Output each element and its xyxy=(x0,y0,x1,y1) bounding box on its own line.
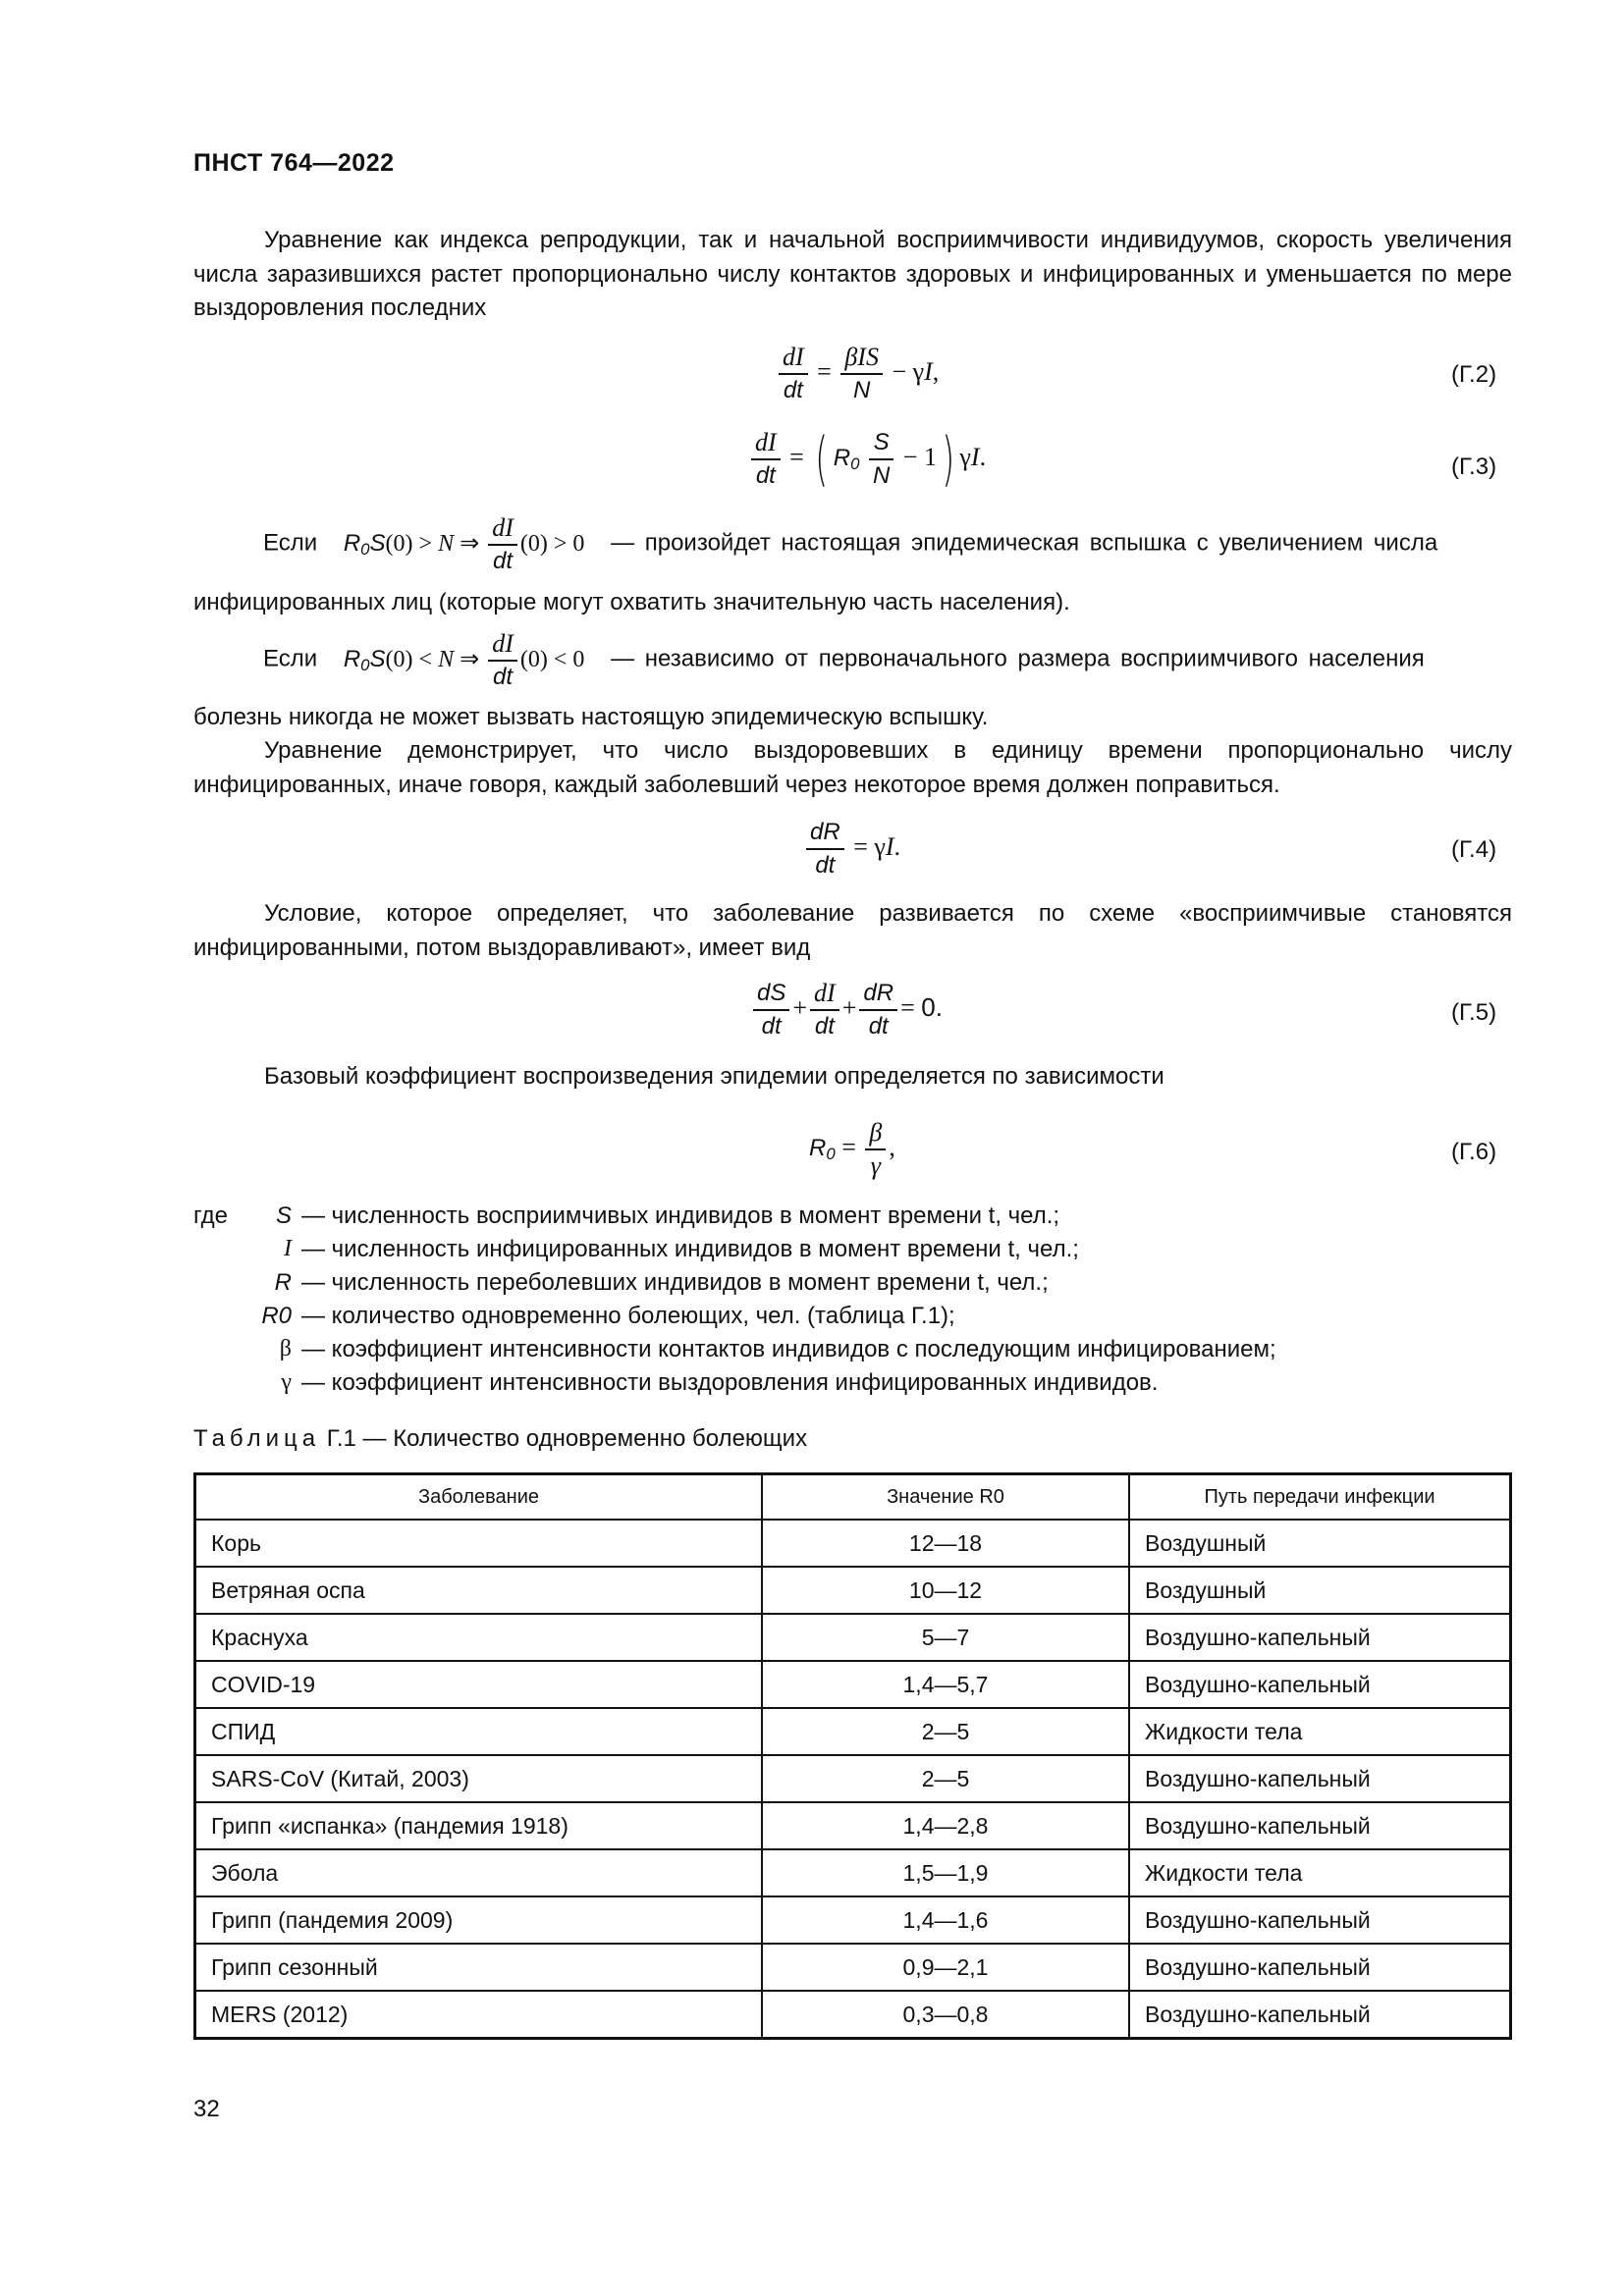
condition-1: Если $R_0S(0) > N$ ⇒ $\frac{dI}{dt}$ (0) > 0 — произойдет настоящая эпидемическая вспышка с увеличением числа xyxy=(263,512,1437,577)
table-header-cell: Значение R0 xyxy=(762,1474,1129,1521)
paragraph-2-text: Уравнение демонстрирует, что число выздоровевших в единицу времени пропорционально числу инфицированных, иначе говоря, каждый заболевший через некоторое время должен поправиться. xyxy=(193,737,1512,798)
fraction: $\frac{\text{βIS}}{N}$ xyxy=(840,342,883,406)
equation-g4: $\frac{dR}{dt}$ = γI. xyxy=(803,817,900,881)
equation-number-g6: (Г.6) xyxy=(1451,1139,1497,1165)
table-row xyxy=(195,1802,1511,1849)
r0-table xyxy=(193,1472,1512,2040)
table-row xyxy=(195,1567,1511,1614)
transmission-cell: Воздушно-капельный xyxy=(1129,1896,1511,1944)
r0-cell: 0,3—0,8 xyxy=(762,1991,1129,2039)
r0-cell: 10—12 xyxy=(762,1567,1129,1614)
transmission-cell: Воздушно-капельный xyxy=(1129,1802,1511,1849)
paragraph-4-text: Базовый коэффициент воспроизведения эпидемии определяется по зависимости xyxy=(264,1063,1164,1090)
table-caption-text: Г.1 — Количество одновременно болеющих xyxy=(326,1425,808,1452)
equation-g3: $\frac{dI}{dt}$ = ( $R_0$ $\frac{S}{N}$ − 1) γI. xyxy=(748,427,986,492)
fraction: $\frac{dR}{dt}$ xyxy=(806,817,844,881)
table-row xyxy=(195,1614,1511,1661)
paragraph-3 xyxy=(193,897,1512,965)
table-row xyxy=(195,1755,1511,1802)
disease-cell: MERS (2012) xyxy=(195,1991,763,2039)
fraction: $\frac{dI}{dt}$ xyxy=(810,978,839,1042)
equation-g5: $\frac{dS}{dt}$ + $\frac{dI}{dt}$ + $\frac{dR}{dt}$ = 0. xyxy=(750,978,943,1042)
condition-1-prefix: Если xyxy=(263,529,318,557)
transmission-cell: Воздушно-капельный xyxy=(1129,1755,1511,1802)
condition-2-suffix: — независимо от первоначального размера восприимчивого населения xyxy=(611,645,1425,672)
condition-2-continuation: болезнь никогда не может вызвать настоящую эпидемическую вспышку. xyxy=(193,704,989,730)
equation-number-g2: (Г.2) xyxy=(1451,361,1497,388)
table-row xyxy=(195,1849,1511,1896)
fraction: $\frac{dI}{dt}$ xyxy=(488,628,517,693)
r0-cell: 1,4—2,8 xyxy=(762,1802,1129,1849)
fraction: $\frac{dI}{dt}$ xyxy=(751,427,781,492)
equation-number-g3: (Г.3) xyxy=(1451,454,1497,480)
transmission-cell: Воздушный xyxy=(1129,1567,1511,1614)
paragraph-1 xyxy=(193,224,1512,326)
legend-prefix: где xyxy=(193,1202,229,1229)
equation-number-g5: (Г.5) xyxy=(1451,999,1497,1026)
table-header-row xyxy=(195,1474,1511,1521)
document-id: ПНСТ 764—2022 xyxy=(193,149,395,177)
transmission-cell: Воздушно-капельный xyxy=(1129,1661,1511,1708)
legend-symbol: β xyxy=(279,1336,292,1362)
legend-symbol: γ xyxy=(281,1369,292,1395)
r0-cell: 1,5—1,9 xyxy=(762,1849,1129,1896)
legend-text: — численность восприимчивых индивидов в момент времени t, чел.; xyxy=(301,1202,1060,1229)
table-header-cell: Заболевание xyxy=(195,1474,763,1521)
condition-1-continuation: инфицированных лиц (которые могут охватить значительную часть населения). xyxy=(193,589,1070,615)
equation-g2: $\frac{dI}{dt}$ = $\frac{\text{βIS}}{N}$ − γI, xyxy=(776,342,939,406)
legend-symbol: S xyxy=(275,1202,292,1229)
r0-cell: 5—7 xyxy=(762,1614,1129,1661)
equation-g6: $R_0$ = $\frac{\beta}{\gamma}$ , xyxy=(809,1118,895,1180)
disease-cell: Ветряная оспа xyxy=(195,1567,763,1614)
disease-cell: Краснуха xyxy=(195,1614,763,1661)
transmission-cell: Воздушно-капельный xyxy=(1129,1614,1511,1661)
transmission-cell: Воздушный xyxy=(1129,1520,1511,1567)
fraction: $\frac{dI}{dt}$ xyxy=(488,512,517,577)
transmission-cell: Жидкости тела xyxy=(1129,1708,1511,1755)
r0-cell: 2—5 xyxy=(762,1708,1129,1755)
equation-number-g4: (Г.4) xyxy=(1451,836,1497,863)
r0-cell: 0,9—2,1 xyxy=(762,1944,1129,1991)
legend-text: — численность инфицированных индивидов в момент времени t, чел.; xyxy=(301,1236,1079,1262)
symbol-legend xyxy=(193,1202,1512,1409)
transmission-cell: Воздушно-капельный xyxy=(1129,1991,1511,2039)
table-row xyxy=(195,1896,1511,1944)
table-caption-word: Таблица xyxy=(193,1425,321,1452)
legend-text: — коэффициент интенсивности выздоровления инфицированных индивидов. xyxy=(301,1369,1159,1396)
paragraph-3-text: Условие, которое определяет, что заболевание развивается по схеме «восприимчивые становятся инфицированными, потом выздоравливают», имеет вид xyxy=(193,900,1512,961)
fraction: $\frac{\beta}{\gamma}$ xyxy=(865,1117,886,1182)
r0-cell: 12—18 xyxy=(762,1520,1129,1567)
disease-cell: SARS-CoV (Китай, 2003) xyxy=(195,1755,763,1802)
transmission-cell: Воздушно-капельный xyxy=(1129,1944,1511,1991)
condition-2: Если $R_0S(0) < N$ ⇒ $\frac{dI}{dt}$ (0) < 0 — независимо от первоначального размера восприимчивого населения xyxy=(263,628,1425,693)
disease-cell: Грипп «испанка» (пандемия 1918) xyxy=(195,1802,763,1849)
legend-text: — количество одновременно болеющих, чел. (таблица Г.1); xyxy=(301,1303,955,1329)
table-row xyxy=(195,1944,1511,1991)
legend-symbol: I xyxy=(284,1236,292,1261)
paragraph-2 xyxy=(193,734,1512,802)
disease-cell: COVID-19 xyxy=(195,1661,763,1708)
legend-text: — численность переболевших индивидов в момент времени t, чел.; xyxy=(301,1269,1049,1296)
disease-cell: СПИД xyxy=(195,1708,763,1755)
paragraph-1-text: Уравнение как индекса репродукции, так и начальной восприимчивости индивидуумов, скорость увеличения числа заразившихся растет пропорционально числу контактов здоровых и инфицированных и уменьшается по мере выздоровления последних xyxy=(193,227,1512,321)
r0-cell: 1,4—1,6 xyxy=(762,1896,1129,1944)
legend-text: — коэффициент интенсивности контактов индивидов с последующим инфицированием; xyxy=(301,1336,1276,1362)
table-header-cell: Путь передачи инфекции xyxy=(1129,1474,1511,1521)
transmission-cell: Жидкости тела xyxy=(1129,1849,1511,1896)
disease-cell: Эбола xyxy=(195,1849,763,1896)
r0-cell: 2—5 xyxy=(762,1755,1129,1802)
table-row xyxy=(195,1991,1511,2039)
condition-2-prefix: Если xyxy=(263,645,318,672)
condition-1-suffix: — произойдет настоящая эпидемическая вспышка с увеличением числа xyxy=(611,529,1438,557)
fraction: $\frac{dS}{dt}$ xyxy=(753,978,789,1042)
legend-symbol: R0 xyxy=(261,1303,292,1329)
fraction: $\frac{S}{N}$ xyxy=(869,427,893,492)
r0-cell: 1,4—5,7 xyxy=(762,1661,1129,1708)
page-number: 32 xyxy=(193,2096,220,2122)
table-caption xyxy=(193,1425,807,1453)
disease-cell: Корь xyxy=(195,1520,763,1567)
disease-cell: Грипп сезонный xyxy=(195,1944,763,1991)
fraction: $\frac{dR}{dt}$ xyxy=(859,978,897,1042)
legend-symbol: R xyxy=(274,1269,292,1296)
table-row xyxy=(195,1520,1511,1567)
table-row xyxy=(195,1708,1511,1755)
table-row xyxy=(195,1661,1511,1708)
paragraph-4 xyxy=(193,1060,1512,1095)
fraction: $\frac{dI}{dt}$ xyxy=(779,342,808,406)
disease-cell: Грипп (пандемия 2009) xyxy=(195,1896,763,1944)
